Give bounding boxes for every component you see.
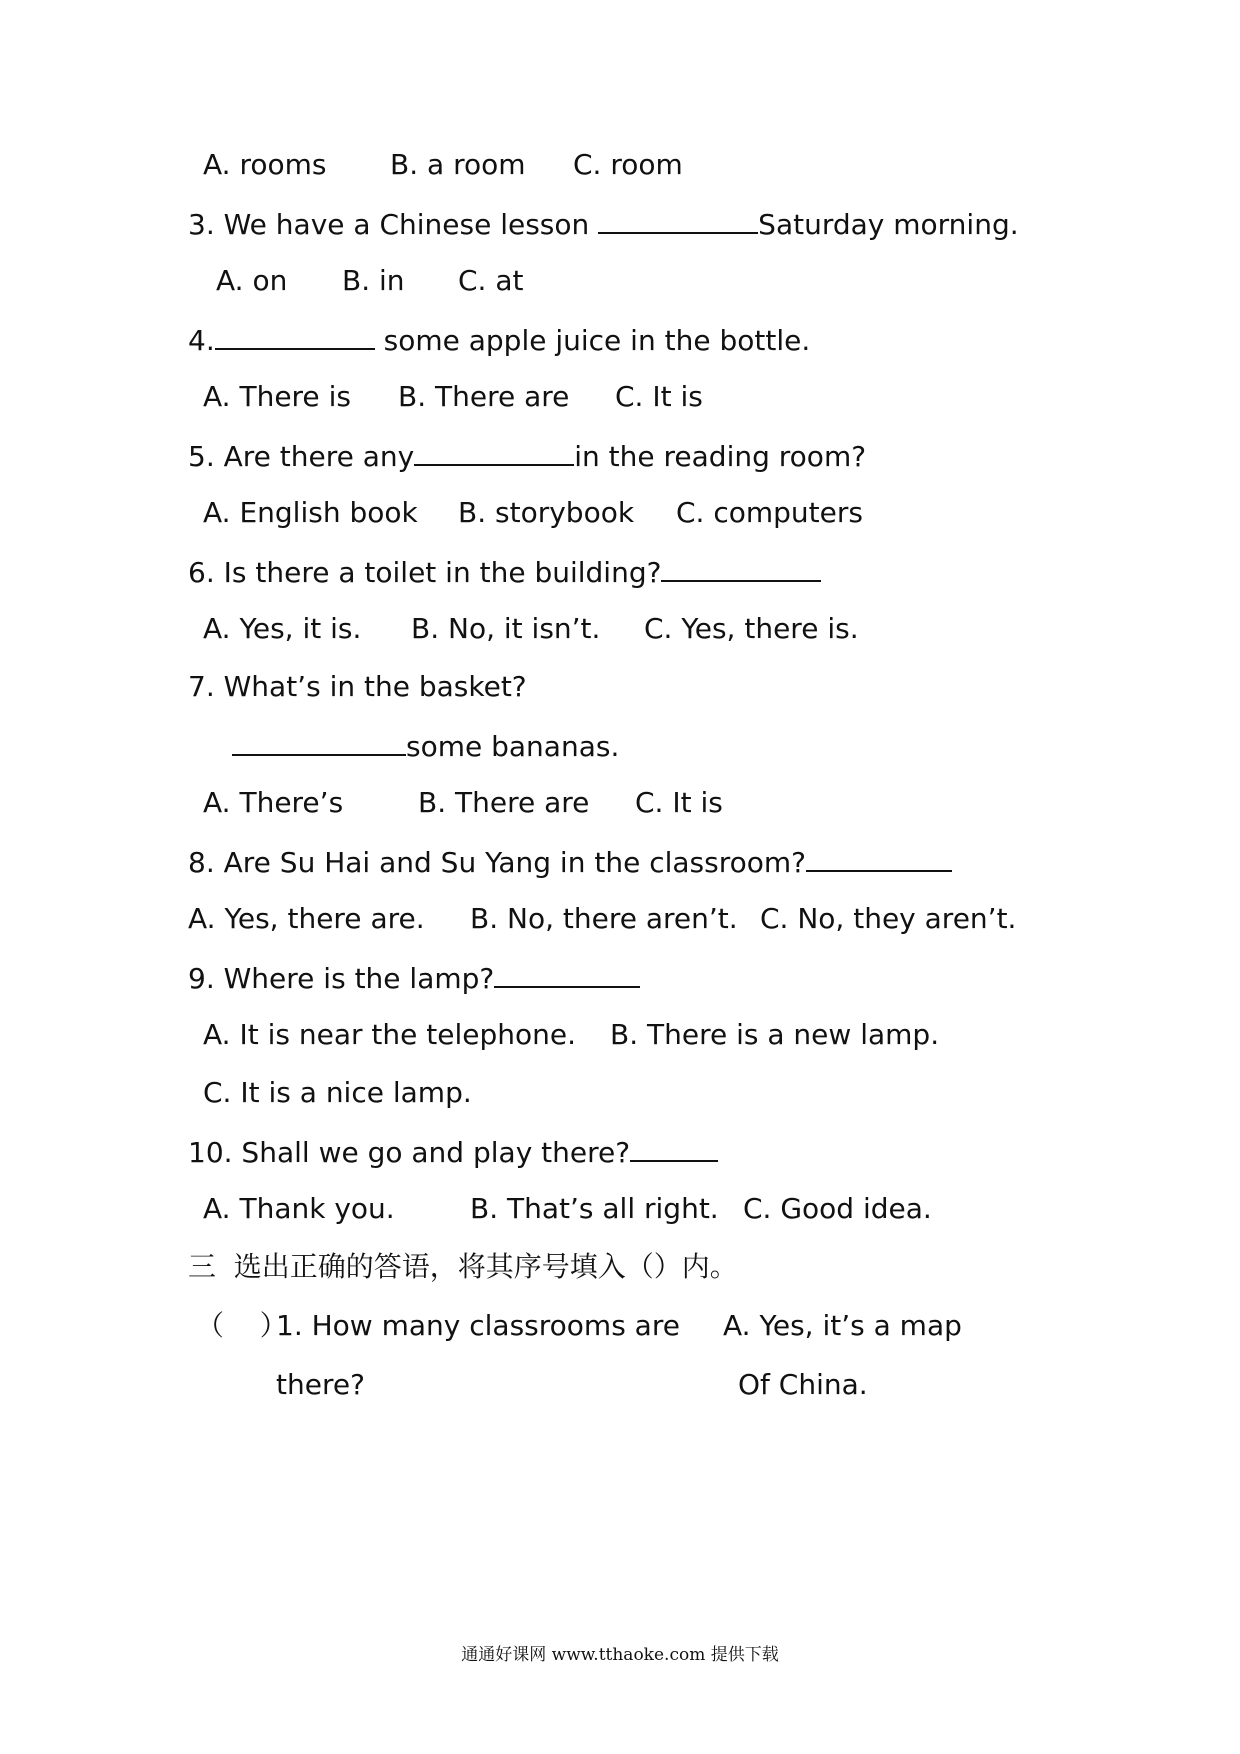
- q8-option-c: C. No, they aren’t.: [760, 902, 1017, 935]
- section3-item1-question-line1: 1. How many classrooms are: [276, 1309, 680, 1342]
- section3-item1-question-line2: there?: [276, 1368, 365, 1401]
- q10-option-a: A. Thank you.: [203, 1192, 395, 1225]
- q3-option-c: C. at: [458, 264, 524, 297]
- q3-answer-blank[interactable]: [598, 206, 758, 234]
- q8-answer-blank[interactable]: [806, 844, 952, 872]
- q5-question: [188, 438, 866, 474]
- q4-option-a: A. There is: [203, 380, 351, 413]
- q3-text-post: Saturday morning.: [758, 208, 1019, 241]
- q6-option-a: A. Yes, it is.: [203, 612, 362, 645]
- q8-question: [188, 844, 952, 880]
- q4-text-post: some apple juice in the bottle.: [374, 324, 811, 357]
- q10-question: [188, 1134, 718, 1170]
- q6-text-pre: 6. Is there a toilet in the building?: [188, 556, 662, 589]
- q8-option-b: B. No, there aren’t.: [470, 902, 738, 935]
- q9-answer-blank[interactable]: [494, 960, 640, 988]
- q7-option-a: A. There’s: [203, 786, 344, 819]
- q5-option-c: C. computers: [676, 496, 863, 529]
- q2-option-c: C. room: [573, 148, 683, 181]
- q3-question: [188, 206, 1019, 242]
- q4-option-b: B. There are: [398, 380, 570, 413]
- q10-option-c: C. Good idea.: [743, 1192, 932, 1225]
- q7-text-post: some bananas.: [406, 730, 620, 763]
- q2-option-b: B. a room: [390, 148, 526, 181]
- section3-heading: 三 选出正确的答语，将其序号填入（）内。: [188, 1250, 738, 1283]
- q5-answer-blank[interactable]: [414, 438, 574, 466]
- q9-option-a: A. It is near the telephone.: [203, 1018, 576, 1051]
- q7-option-b: B. There are: [418, 786, 590, 819]
- q4-option-c: C. It is: [615, 380, 703, 413]
- q8-text-pre: 8. Are Su Hai and Su Yang in the classroom?: [188, 846, 807, 879]
- q7-option-c: C. It is: [635, 786, 723, 819]
- q6-answer-blank[interactable]: [661, 554, 821, 582]
- section3-answer-a-line1: A. Yes, it’s a map: [723, 1309, 962, 1342]
- q2-option-a: A. rooms: [203, 148, 327, 181]
- q4-text-pre: 4.: [188, 324, 215, 357]
- q10-answer-blank[interactable]: [630, 1134, 718, 1162]
- q5-option-b: B. storybook: [458, 496, 635, 529]
- page-footer: 通通好课网 www.tthaoke.com 提供下载: [461, 1645, 779, 1665]
- q5-text-pre: 5. Are there any: [188, 440, 415, 473]
- q4-answer-blank[interactable]: [215, 322, 375, 350]
- q3-text-pre: 3. We have a Chinese lesson: [188, 208, 599, 241]
- q9-option-c: C. It is a nice lamp.: [203, 1076, 472, 1109]
- q7-answer-line: [232, 728, 619, 764]
- q10-option-b: B. That’s all right.: [470, 1192, 719, 1225]
- section3-answer-a-line2: Of China.: [738, 1368, 868, 1401]
- q7-question: 7. What’s in the basket?: [188, 670, 527, 703]
- q9-option-b: B. There is a new lamp.: [610, 1018, 940, 1051]
- q3-option-b: B. in: [342, 264, 405, 297]
- q8-option-a: A. Yes, there are.: [188, 902, 425, 935]
- q6-question: [188, 554, 821, 590]
- q7-answer-blank[interactable]: [232, 728, 406, 756]
- q9-question: [188, 960, 640, 996]
- q10-text-pre: 10. Shall we go and play there?: [188, 1136, 631, 1169]
- q6-option-c: C. Yes, there is.: [644, 612, 859, 645]
- q5-option-a: A. English book: [203, 496, 418, 529]
- q3-option-a: A. on: [216, 264, 288, 297]
- section3-item1-answer-paren[interactable]: （ ）: [196, 1309, 288, 1342]
- q6-option-b: B. No, it isn’t.: [411, 612, 601, 645]
- q9-text-pre: 9. Where is the lamp?: [188, 962, 495, 995]
- q4-question: [188, 322, 810, 358]
- q5-text-post: in the reading room?: [574, 440, 867, 473]
